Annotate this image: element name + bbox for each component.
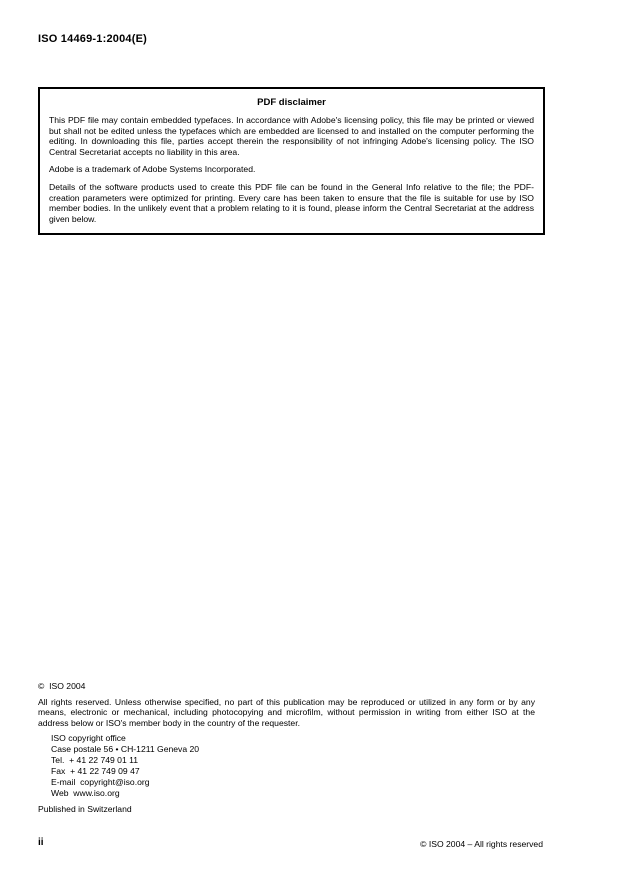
copyright-body-text: All rights reserved. Unless otherwise specified, no part of this publication may be reproduced or utilized in any form or by any means, electronic or mechanical, including photocopying and microfilm, without permission in writing from either ISO at the address below or ISO's member body in the country of the requester. — [38, 696, 535, 728]
office-line-email: E-mail copyright@iso.org — [51, 777, 150, 788]
office-line-web: Web www.iso.org — [51, 788, 120, 799]
footer-page-number: ii — [38, 837, 44, 848]
disclaimer-paragraph: This PDF file may contain embedded typefaces. In accordance with Adobe's licensing policy, this file may be printed or viewed but shall not be edited unless the typefaces which are embedded are licensed to and installed on the computer performing the editing. In downloading this file, parties accept therein the responsibility of not infringing Adobe's licensing policy. The ISO Central Secretariat accepts no liability in this area. — [49, 115, 534, 157]
office-line-postal: Case postale 56 • CH-1211 Geneva 20 — [51, 744, 200, 755]
copyright-notice: © ISO 2004 — [38, 681, 86, 691]
disclaimer-paragraph: Details of the software products used to create this PDF file can be found in the General Info relative to the file; the PDF-creation parameters were optimized for printing. Every care has been taken to ensure that the file is suitable for use by ISO member bodies. In the unlikely event that a problem relating to it is found, please inform the Central Secretariat at the address given below. — [49, 181, 534, 224]
footer-rights-notice: © ISO 2004 – All rights reserved — [420, 839, 543, 849]
office-line-name: ISO copyright office — [51, 733, 126, 744]
pdf-disclaimer-title: PDF disclaimer — [257, 97, 326, 108]
document-reference-header: ISO 14469-1:2004(E) — [38, 33, 147, 45]
office-line-fax: Fax + 41 22 749 09 47 — [51, 766, 140, 777]
published-in-line: Published in Switzerland — [38, 804, 132, 815]
office-line-tel: Tel. + 41 22 749 01 11 — [51, 755, 139, 766]
copyright-block — [38, 681, 535, 815]
pdf-disclaimer-box — [38, 87, 545, 235]
disclaimer-paragraph: Adobe is a trademark of Adobe Systems Incorporated. — [49, 164, 256, 175]
copyright-office-address — [51, 733, 535, 799]
